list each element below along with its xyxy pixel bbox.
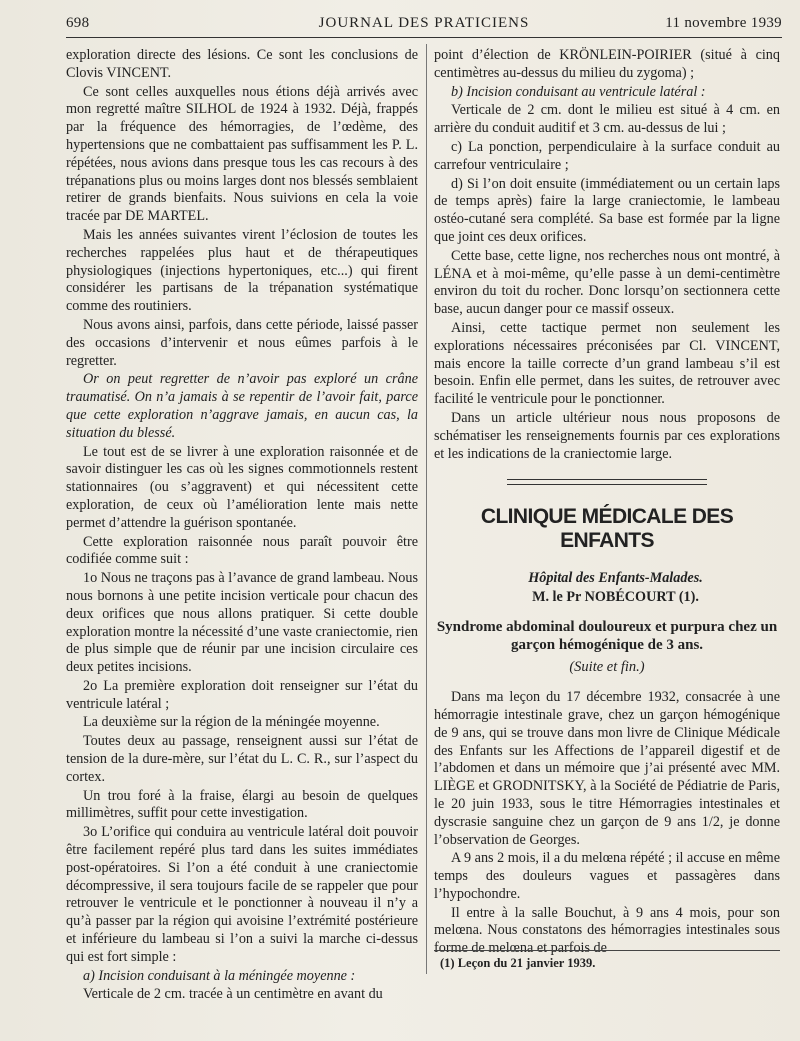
footnote: (1) Leçon du 21 janvier 1939. <box>440 956 596 970</box>
paragraph: 3o L’orifice qui conduira au ventricule latéral doit pouvoir être facilement repéré plus tard dans les suites immédiates post-opératoires. Si l’on a été conduit à une craniectomie décompressive, il sera toujours facile de se rappeler que pour retrouver le ventricule et le ponctionner à nouveau il n’y a qu’à passer par la région qui avoisine l’extrémité postérieure et inférieure du lambeau si l’on a suivi la marche ci-dessus qui est fort simple : <box>66 824 418 965</box>
professor-name: M. le Pr NOBÉCOURT (1). <box>532 589 699 606</box>
paragraph: 2o La première exploration doit renseigner sur l’état du ventricule latéral ; <box>66 677 418 712</box>
hospital-name: Hôpital des Enfants-Malades. <box>528 570 703 587</box>
paragraph: 1o Nous ne traçons pas à l’avance de grand lambeau. Nous nous bornons à une petite incision verticale pour chacun des deux orifices que nous allons pratiquer. Si cette double exploration montre la nécessité d’une vaste craniectomie, rien de plus simple que de réunir par une incision circulaire ces deux petites incisions. <box>66 570 418 676</box>
paragraph: Nous avons ainsi, parfois, dans cette période, laissé passer des occasions d’intervenir et nous eûmes parfois à le regretter. <box>66 316 418 369</box>
paragraph: point d’élection de KRÖNLEIN-POIRIER (situé à cinq centimètres au-dessus du milieu du zygoma) ; <box>434 47 780 81</box>
page-header <box>66 15 782 37</box>
italic-paragraph: Or on peut regretter de n’avoir pas exploré un crâne traumatisé. On n’a jamais à se repentir de l’avoir fait, parce que cette exploration n’aggrave jamais, en aucun cas, la situation du blessé. <box>66 371 418 441</box>
paragraph: Verticale de 2 cm. dont le milieu est situé à 4 cm. en arrière du conduit auditif et 3 cm. au-dessus de lui ; <box>434 102 780 137</box>
footnote-rule <box>434 950 780 951</box>
page-number: 698 <box>66 15 90 31</box>
paragraph: Dans un article ultérieur nous nous proposons de schématiser les renseignements fournis par ces explorations et les indications de la craniectomie large. <box>434 409 780 462</box>
list-item: a) Incision conduisant à la méningée moyenne : <box>83 967 356 984</box>
paragraph: A 9 ans 2 mois, il a du melœna répété ; il accuse en même temps des douleurs vagues et passagères dans l’hypochondre. <box>434 850 780 902</box>
paragraph: Dans ma leçon du 17 décembre 1932, consacrée à une hémorragie intestinale grave, chez un garçon hémogénique de 9 ans, qui se trouve dans mon livre de Clinique Médicale des Enfants sur les Affections de l’appareil digestif et de l’abdomen et dans un mémoire que j’ai présenté avec MM. LIÈGE et GRODNITSKY, à la Société de Pédiatrie de Paris, le 20 juin 1933, sous le titre Hémorragies intestinales et dyscrasie sanguine chez un garçon de 9 ans 1/2, je donne l’observation de Georges. <box>434 689 780 848</box>
list-item: b) Incision conduisant au ventricule latéral : <box>451 83 706 100</box>
section-title: CLINIQUE MÉDICALE DES ENFANTS <box>480 505 734 553</box>
right-column <box>434 47 780 959</box>
paragraph: exploration directe des lésions. Ce sont les conclusions de Clovis VINCENT. <box>66 47 418 81</box>
paragraph: Ce sont celles auxquelles nous étions déjà arrivés avec mon regretté maître SILHOL de 1924 à 1932. Déjà, frappés par la fréquence des hémorragies, de l’œdème, des hypertensions que ne combattaient pas suffisamment les P. L. répétées, nous avions dans presque tous les cas recours à des trépanations plus ou moins larges dont nos blessés semblaient retirer de grands bienfaits. Nous suivions en cela la voie tracée par DE MARTEL. <box>66 83 418 225</box>
paragraph: Cette exploration raisonnée nous paraît pouvoir être codifiée comme suit : <box>66 533 418 568</box>
article-title: Syndrome abdominal douloureux et purpura chez un garçon hémogénique de 3 ans. <box>436 619 778 653</box>
article-subtitle: (Suite et fin.) <box>569 659 645 676</box>
paragraph: Mais les années suivantes virent l’éclosion de toutes les recherches rappelées plus haut et de thérapeutiques physiologiques (injections hypertoniques, etc...) qui firent considérer les partisans de la trépanation systématique comme des routiniers. <box>66 226 418 315</box>
paragraph: Cette base, cette ligne, nos recherches nous ont montré, à LÉNA et à moi-même, qu’elle passe à un demi-centimètre environ du toit du rocher. Donc lorsqu’on sectionnera cette base, aucun danger pour ce massif osseux. <box>434 247 780 318</box>
paragraph: La deuxième sur la région de la méningée moyenne. <box>83 714 380 731</box>
paragraph: Ainsi, cette tactique permet non seulement les explorations nécessaires préconisées par Cl. VINCENT, mais encore la taille correcte d’un grand lambeau s’il est besoin. Enfin elle permet, dans les suites, de retrouver avec facilité le ventricule pour le ponctionner. <box>434 319 780 408</box>
header-rule <box>66 37 782 38</box>
paragraph: Verticale de 2 cm. tracée à un centimètre en avant du <box>83 986 383 1003</box>
paragraph: Le tout est de se livrer à une exploration raisonnée et de savoir distinguer les cas où les signes commotionnels restent stationnaires (ou s’aggravent) et qui nécessitent cette exploration, de ceux où l’amélioration lente mais nette permet d’attendre la guérison spontanée. <box>66 443 418 531</box>
paragraph: Un trou foré à la fraise, élargi au besoin de quelques millimètres, suffit pour cette investigation. <box>66 787 418 822</box>
list-item: c) La ponction, perpendiculaire à la surface conduit au carrefour ventriculaire ; <box>434 138 780 173</box>
column-divider <box>426 44 427 974</box>
section-separator <box>507 479 708 485</box>
issue-date: 11 novembre 1939 <box>665 15 782 31</box>
paragraph: Toutes deux au passage, renseignent aussi sur l’état de tension de la dure-mère, sur l’état du L. C. R., sur l’aspect du cortex. <box>66 733 418 785</box>
paragraph: Il entre à la salle Bouchut, à 9 ans 4 mois, pour son melœna. Nous constatons des hémorragies intestinales sous forme de melœna et parfois de <box>434 904 780 957</box>
list-item: d) Si l’on doit ensuite (immédiatement ou un certain laps de temps après) faire la large craniectomie, le lambeau ostéo-cutané sera complété. Sa base est formée par la ligne que joint ces deux orifices. <box>434 175 780 245</box>
journal-title: JOURNAL DES PRATICIENS <box>318 15 530 31</box>
left-column <box>66 47 418 1005</box>
